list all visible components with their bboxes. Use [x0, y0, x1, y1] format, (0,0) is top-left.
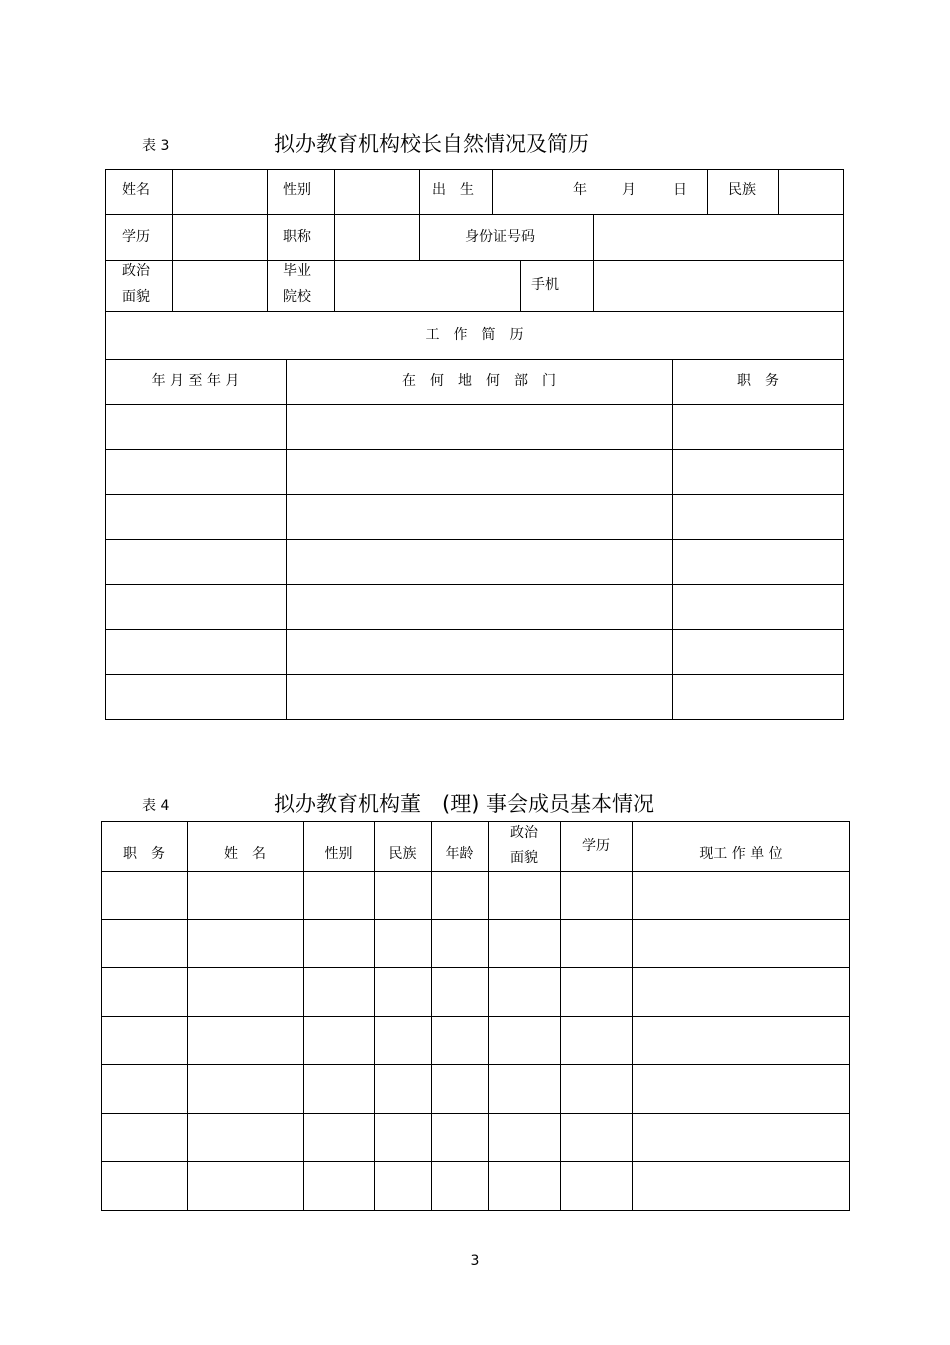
history-period-header: 年 月 至 年 月 [151, 373, 240, 389]
history-position-header: 职 务 [737, 373, 779, 389]
table4-label: 表 4 [142, 798, 170, 814]
work-history-heading: 工 作 简 历 [425, 327, 524, 343]
political-label-line2: 面貌 [122, 289, 150, 305]
table3-border [105, 169, 844, 720]
education-label: 学历 [122, 229, 150, 245]
mobile-label: 手机 [531, 277, 559, 293]
table3-hline [105, 260, 844, 261]
school-label-line2: 院校 [283, 289, 311, 305]
school-label-line1: 毕业 [283, 263, 311, 279]
table3-hline [105, 629, 844, 630]
table3-hline [105, 539, 844, 540]
birth-month-label: 月 [622, 182, 636, 198]
col-position-header: 职 务 [123, 846, 165, 862]
table3-title: 拟办教育机构校长自然情况及简历 [274, 132, 589, 156]
name-label: 姓名 [122, 182, 150, 198]
col-name-header: 姓 名 [224, 846, 266, 862]
gender-label: 性别 [283, 182, 311, 198]
table3-hline [105, 214, 844, 215]
table3-hline [105, 311, 844, 312]
table3-hline [105, 584, 844, 585]
history-where-header: 在 何 地 何 部 门 [402, 373, 556, 389]
ethnicity-label: 民族 [728, 182, 756, 198]
col-political-header-line1: 政治 [510, 825, 538, 841]
political-label-line1: 政治 [122, 263, 150, 279]
birth-label: 出 生 [432, 182, 474, 198]
table4-title: 拟办教育机构董 (理) 事会成员基本情况 [274, 792, 655, 816]
table3-hline [105, 494, 844, 495]
birth-year-label: 年 [573, 182, 587, 198]
table3-hline [105, 449, 844, 450]
page-number: 3 [470, 1253, 480, 1269]
col-political-header-line2: 面貌 [510, 850, 538, 866]
birth-day-label: 日 [673, 182, 687, 198]
table3-hline [105, 359, 844, 360]
col-gender-header: 性别 [324, 846, 353, 862]
id-number-label: 身份证号码 [465, 229, 535, 245]
table3-hline [105, 674, 844, 675]
title-label: 职称 [283, 229, 311, 245]
table3-label: 表 3 [142, 138, 170, 154]
table3-hline [105, 404, 844, 405]
col-ethnicity-header: 民族 [388, 846, 417, 862]
col-education-header: 学历 [582, 838, 610, 854]
col-workplace-header: 现工 作 单 位 [699, 846, 783, 862]
col-age-header: 年龄 [445, 846, 474, 862]
